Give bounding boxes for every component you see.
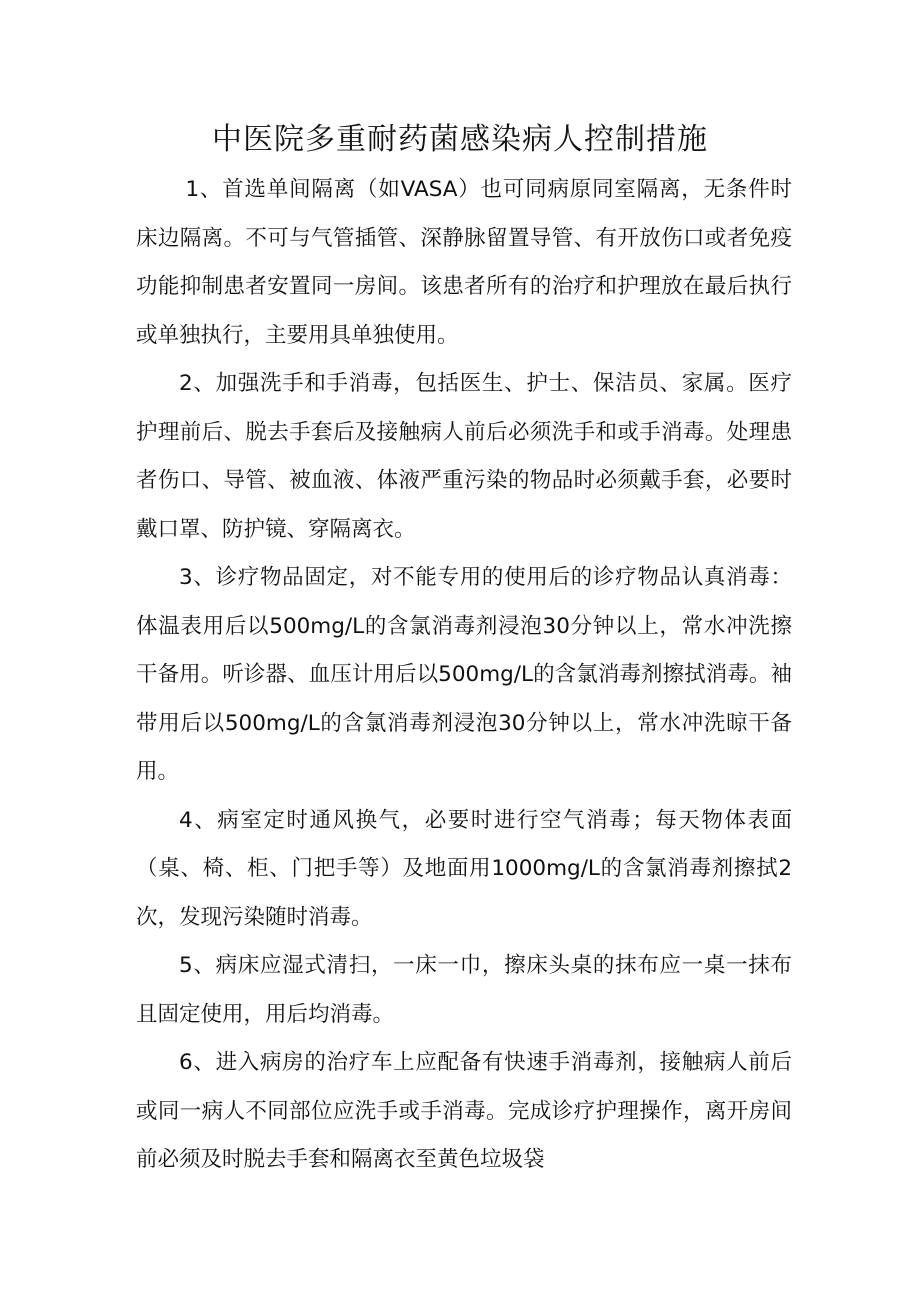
document-body [136, 166, 792, 1185]
paragraph-2: 2、加强洗手和手消毒，包括医生、护士、保洁员、家属。医疗护理前后、脱去手套后及接触病人前后必须洗手和或手消毒。处理患者伤口、导管、被血液、体液严重污染的物品时必须戴手套，必要时戴口罩、防护镜、穿隔离衣。 [136, 371, 792, 542]
paragraph-1: 1、首选单间隔离（如VASA）也可同病原同室隔离，无条件时床边隔离。不可与气管插管、深静脉留置导管、有开放伤口或者免疫功能抑制患者安置同一房间。该患者所有的治疗和护理放在最后执行或单独执行，主要用具单独使用。 [136, 177, 792, 348]
paragraph-3: 3、诊疗物品固定，对不能专用的使用后的诊疗物品认真消毒：体温表用后以500mg/L的含氯消毒剂浸泡30分钟以上，常水冲洗擦干备用。听诊器、血压计用后以500mg/L的含氯消毒剂擦拭消毒。袖带用后以500mg/L的含氯消毒剂浸泡30分钟以上，常水冲洗晾干备用。 [136, 565, 792, 784]
paragraph-5: 5、病床应湿式清扫，一床一巾，擦床头桌的抹布应一桌一抹布且固定使用，用后均消毒。 [136, 953, 792, 1027]
paragraph-4: 4、病室定时通风换气，必要时进行空气消毒；每天物体表面（桌、椅、柜、门把手等）及地面用1000mg/L的含氯消毒剂擦拭2次，发现污染随时消毒。 [136, 807, 792, 930]
paragraph-6: 6、进入病房的治疗车上应配备有快速手消毒剂，接触病人前后或同一病人不同部位应洗手或手消毒。完成诊疗护理操作，离开房间前必须及时脱去手套和隔离衣至黄色垃圾袋 [136, 1050, 792, 1172]
document-title: 中医院多重耐药菌感染病人控制措施 [212, 122, 708, 157]
